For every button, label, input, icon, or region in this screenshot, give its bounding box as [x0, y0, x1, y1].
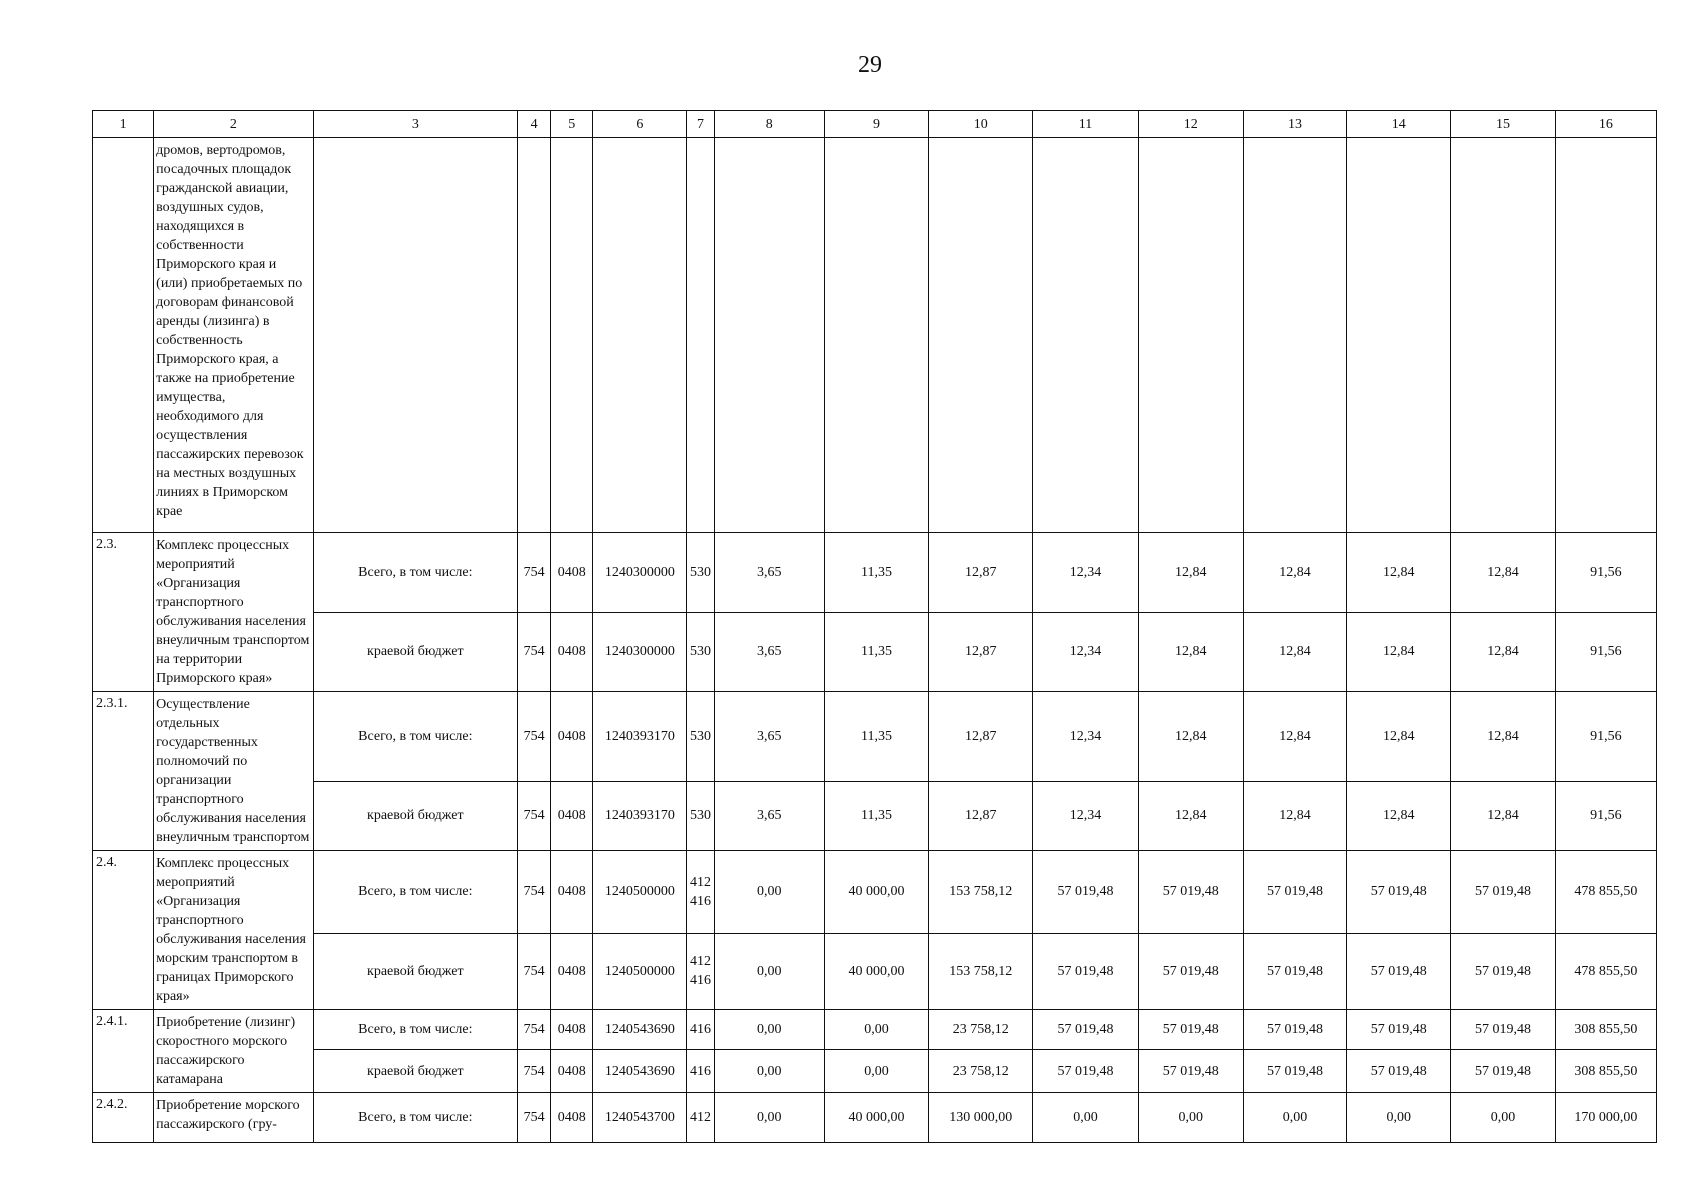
value-col11: 0,00	[1033, 1093, 1138, 1143]
header-cell: 16	[1555, 111, 1656, 138]
value-col11: 57 019,48	[1033, 1050, 1138, 1093]
kbk-section-cell: 0408	[551, 612, 593, 692]
value-col15: 57 019,48	[1451, 851, 1555, 934]
item-name: Комплекс процессных мероприятий «Организация транспортного обслуживания населения внеуличным транспортом на территории Приморского края»	[154, 533, 313, 692]
kbk-grbs-cell: 754	[518, 1093, 551, 1143]
empty-cell	[518, 138, 551, 533]
funding-source: краевой бюджет	[313, 612, 518, 692]
value-col12: 57 019,48	[1138, 1010, 1243, 1050]
kbk-section-cell: 0408	[551, 851, 593, 934]
value-col9: 40 000,00	[824, 851, 928, 934]
value-col13: 12,84	[1243, 533, 1346, 613]
item-number: 2.4.1.	[93, 1010, 154, 1093]
kbk-grbs-cell: 754	[518, 933, 551, 1009]
table-row	[93, 533, 1657, 613]
empty-cell	[313, 138, 518, 533]
value-col10: 153 758,12	[929, 851, 1033, 934]
value-col8: 0,00	[714, 1050, 824, 1093]
value-col14: 12,84	[1347, 533, 1451, 613]
value-col9: 40 000,00	[824, 933, 928, 1009]
value-col13: 57 019,48	[1243, 1010, 1346, 1050]
value-col11: 57 019,48	[1033, 851, 1138, 934]
empty-cell	[593, 138, 687, 533]
kbk-section-cell: 0408	[551, 933, 593, 1009]
header-cell: 6	[593, 111, 687, 138]
kbk-grbs-cell: 754	[518, 692, 551, 782]
empty-cell	[714, 138, 824, 533]
table-row	[93, 1050, 1657, 1093]
value-col8: 3,65	[714, 533, 824, 613]
value-col13: 0,00	[1243, 1093, 1346, 1143]
empty-cell	[1243, 138, 1346, 533]
kbk-target-cell: 1240300000	[593, 612, 687, 692]
value-total: 91,56	[1555, 781, 1656, 850]
kbk-type-cell: 530	[687, 612, 714, 692]
value-col8: 0,00	[714, 1010, 824, 1050]
value-col8: 0,00	[714, 1093, 824, 1143]
value-col11: 57 019,48	[1033, 1010, 1138, 1050]
value-col13: 57 019,48	[1243, 851, 1346, 934]
value-col9: 0,00	[824, 1050, 928, 1093]
header-cell: 15	[1451, 111, 1555, 138]
value-col15: 12,84	[1451, 612, 1555, 692]
intro-continuation-row	[93, 138, 1657, 533]
table-row	[93, 692, 1657, 782]
kbk-section-cell: 0408	[551, 781, 593, 850]
header-cell: 13	[1243, 111, 1346, 138]
kbk-type-cell: 416	[687, 1010, 714, 1050]
kbk-grbs-cell: 754	[518, 781, 551, 850]
funding-source: Всего, в том числе:	[313, 692, 518, 782]
value-col12: 12,84	[1138, 692, 1243, 782]
value-col11: 12,34	[1033, 781, 1138, 850]
header-cell: 9	[824, 111, 928, 138]
funding-source: Всего, в том числе:	[313, 851, 518, 934]
value-total: 308 855,50	[1555, 1010, 1656, 1050]
kbk-grbs-cell: 754	[518, 612, 551, 692]
value-total: 91,56	[1555, 692, 1656, 782]
kbk-type-cell: 416	[687, 1050, 714, 1093]
value-col14: 57 019,48	[1347, 851, 1451, 934]
header-cell: 12	[1138, 111, 1243, 138]
value-col9: 11,35	[824, 612, 928, 692]
value-col10: 12,87	[929, 533, 1033, 613]
value-total: 170 000,00	[1555, 1093, 1656, 1143]
header-cell: 7	[687, 111, 714, 138]
item-name: Приобретение морского пассажирского (гру-	[154, 1093, 313, 1143]
kbk-target-cell: 1240543700	[593, 1093, 687, 1143]
header-cell: 4	[518, 111, 551, 138]
value-col13: 12,84	[1243, 781, 1346, 850]
kbk-grbs-cell: 754	[518, 1010, 551, 1050]
intro-text-cell: дромов, вертодромов, посадочных площадок гражданской авиации, воздушных судов, находящихся в собственности Приморского края и (или) приобретаемых по договорам финансовой аренды (лизинга) в собственность Приморского края, а также на приобретение имущества, необходимого для осуществления пассажирских перевозок на местных воздушных линиях в Приморском крае	[154, 138, 313, 533]
value-col8: 3,65	[714, 781, 824, 850]
value-col9: 11,35	[824, 533, 928, 613]
value-col15: 12,84	[1451, 692, 1555, 782]
header-cell: 3	[313, 111, 518, 138]
value-col8: 0,00	[714, 933, 824, 1009]
value-col8: 3,65	[714, 612, 824, 692]
header-cell: 10	[929, 111, 1033, 138]
value-col14: 57 019,48	[1347, 933, 1451, 1009]
funding-source: Всего, в том числе:	[313, 533, 518, 613]
value-total: 91,56	[1555, 612, 1656, 692]
header-row	[93, 111, 1657, 138]
value-col10: 12,87	[929, 692, 1033, 782]
value-col9: 40 000,00	[824, 1093, 928, 1143]
value-col11: 12,34	[1033, 533, 1138, 613]
value-col15: 57 019,48	[1451, 1050, 1555, 1093]
header-cell: 8	[714, 111, 824, 138]
kbk-grbs-cell: 754	[518, 851, 551, 934]
table-row	[93, 851, 1657, 934]
funding-source: краевой бюджет	[313, 781, 518, 850]
value-col12: 12,84	[1138, 533, 1243, 613]
kbk-section-cell: 0408	[551, 1050, 593, 1093]
funding-source: краевой бюджет	[313, 933, 518, 1009]
kbk-target-cell: 1240393170	[593, 692, 687, 782]
value-total: 91,56	[1555, 533, 1656, 613]
empty-cell	[687, 138, 714, 533]
value-col12: 57 019,48	[1138, 933, 1243, 1009]
value-total: 478 855,50	[1555, 933, 1656, 1009]
value-col15: 57 019,48	[1451, 933, 1555, 1009]
header-cell: 1	[93, 111, 154, 138]
kbk-type-cell: 530	[687, 781, 714, 850]
value-col11: 12,34	[1033, 612, 1138, 692]
funding-source: краевой бюджет	[313, 1050, 518, 1093]
empty-cell	[93, 138, 154, 533]
item-name: Комплекс процессных мероприятий «Организация транспортного обслуживания населения морским транспортом в границах Приморского края»	[154, 851, 313, 1010]
item-number: 2.4.2.	[93, 1093, 154, 1143]
value-col15: 0,00	[1451, 1093, 1555, 1143]
header-cell: 14	[1347, 111, 1451, 138]
value-col10: 23 758,12	[929, 1010, 1033, 1050]
empty-cell	[1451, 138, 1555, 533]
item-number: 2.3.1.	[93, 692, 154, 851]
value-col14: 12,84	[1347, 612, 1451, 692]
table-row	[93, 781, 1657, 850]
value-col14: 12,84	[1347, 692, 1451, 782]
kbk-type-cell: 412 416	[687, 933, 714, 1009]
value-col10: 12,87	[929, 612, 1033, 692]
value-col8: 3,65	[714, 692, 824, 782]
kbk-type-cell: 412 416	[687, 851, 714, 934]
kbk-grbs-cell: 754	[518, 533, 551, 613]
value-col13: 12,84	[1243, 612, 1346, 692]
value-col13: 57 019,48	[1243, 933, 1346, 1009]
value-col10: 130 000,00	[929, 1093, 1033, 1143]
kbk-section-cell: 0408	[551, 533, 593, 613]
kbk-target-cell: 1240543690	[593, 1010, 687, 1050]
value-col8: 0,00	[714, 851, 824, 934]
value-col13: 12,84	[1243, 692, 1346, 782]
item-number: 2.4.	[93, 851, 154, 1010]
kbk-section-cell: 0408	[551, 1010, 593, 1050]
kbk-type-cell: 530	[687, 692, 714, 782]
table-row	[93, 1093, 1657, 1143]
table-row	[93, 612, 1657, 692]
value-col14: 12,84	[1347, 781, 1451, 850]
page-number: 29	[858, 52, 882, 78]
empty-cell	[824, 138, 928, 533]
empty-cell	[1347, 138, 1451, 533]
kbk-section-cell: 0408	[551, 1093, 593, 1143]
value-col15: 57 019,48	[1451, 1010, 1555, 1050]
value-col12: 12,84	[1138, 612, 1243, 692]
value-col12: 57 019,48	[1138, 851, 1243, 934]
value-col9: 0,00	[824, 1010, 928, 1050]
value-col14: 57 019,48	[1347, 1050, 1451, 1093]
value-col9: 11,35	[824, 781, 928, 850]
kbk-type-cell: 530	[687, 533, 714, 613]
empty-cell	[1555, 138, 1656, 533]
empty-cell	[551, 138, 593, 533]
value-col12: 57 019,48	[1138, 1050, 1243, 1093]
value-col11: 12,34	[1033, 692, 1138, 782]
header-cell: 5	[551, 111, 593, 138]
funding-source: Всего, в том числе:	[313, 1010, 518, 1050]
kbk-type-cell: 412	[687, 1093, 714, 1143]
value-col10: 23 758,12	[929, 1050, 1033, 1093]
kbk-target-cell: 1240500000	[593, 851, 687, 934]
value-col11: 57 019,48	[1033, 933, 1138, 1009]
header-cell: 11	[1033, 111, 1138, 138]
value-col14: 57 019,48	[1347, 1010, 1451, 1050]
empty-cell	[1138, 138, 1243, 533]
empty-cell	[1033, 138, 1138, 533]
header-cell: 2	[154, 111, 313, 138]
kbk-target-cell: 1240543690	[593, 1050, 687, 1093]
item-number: 2.3.	[93, 533, 154, 692]
value-col10: 12,87	[929, 781, 1033, 850]
item-name: Приобретение (лизинг) скоростного морского пассажирского катамарана	[154, 1010, 313, 1093]
value-col12: 12,84	[1138, 781, 1243, 850]
value-col13: 57 019,48	[1243, 1050, 1346, 1093]
kbk-section-cell: 0408	[551, 692, 593, 782]
kbk-grbs-cell: 754	[518, 1050, 551, 1093]
kbk-target-cell: 1240500000	[593, 933, 687, 1009]
value-col9: 11,35	[824, 692, 928, 782]
value-total: 308 855,50	[1555, 1050, 1656, 1093]
funding-source: Всего, в том числе:	[313, 1093, 518, 1143]
table-row	[93, 1010, 1657, 1050]
empty-cell	[929, 138, 1033, 533]
value-col14: 0,00	[1347, 1093, 1451, 1143]
item-name: Осуществление отдельных государственных полномочий по организации транспортного обслуживания населения внеуличным транспортом	[154, 692, 313, 851]
value-col15: 12,84	[1451, 533, 1555, 613]
value-total: 478 855,50	[1555, 851, 1656, 934]
value-col12: 0,00	[1138, 1093, 1243, 1143]
table-row	[93, 933, 1657, 1009]
value-col10: 153 758,12	[929, 933, 1033, 1009]
kbk-target-cell: 1240300000	[593, 533, 687, 613]
value-col15: 12,84	[1451, 781, 1555, 850]
budget-table	[92, 110, 1657, 1143]
kbk-target-cell: 1240393170	[593, 781, 687, 850]
